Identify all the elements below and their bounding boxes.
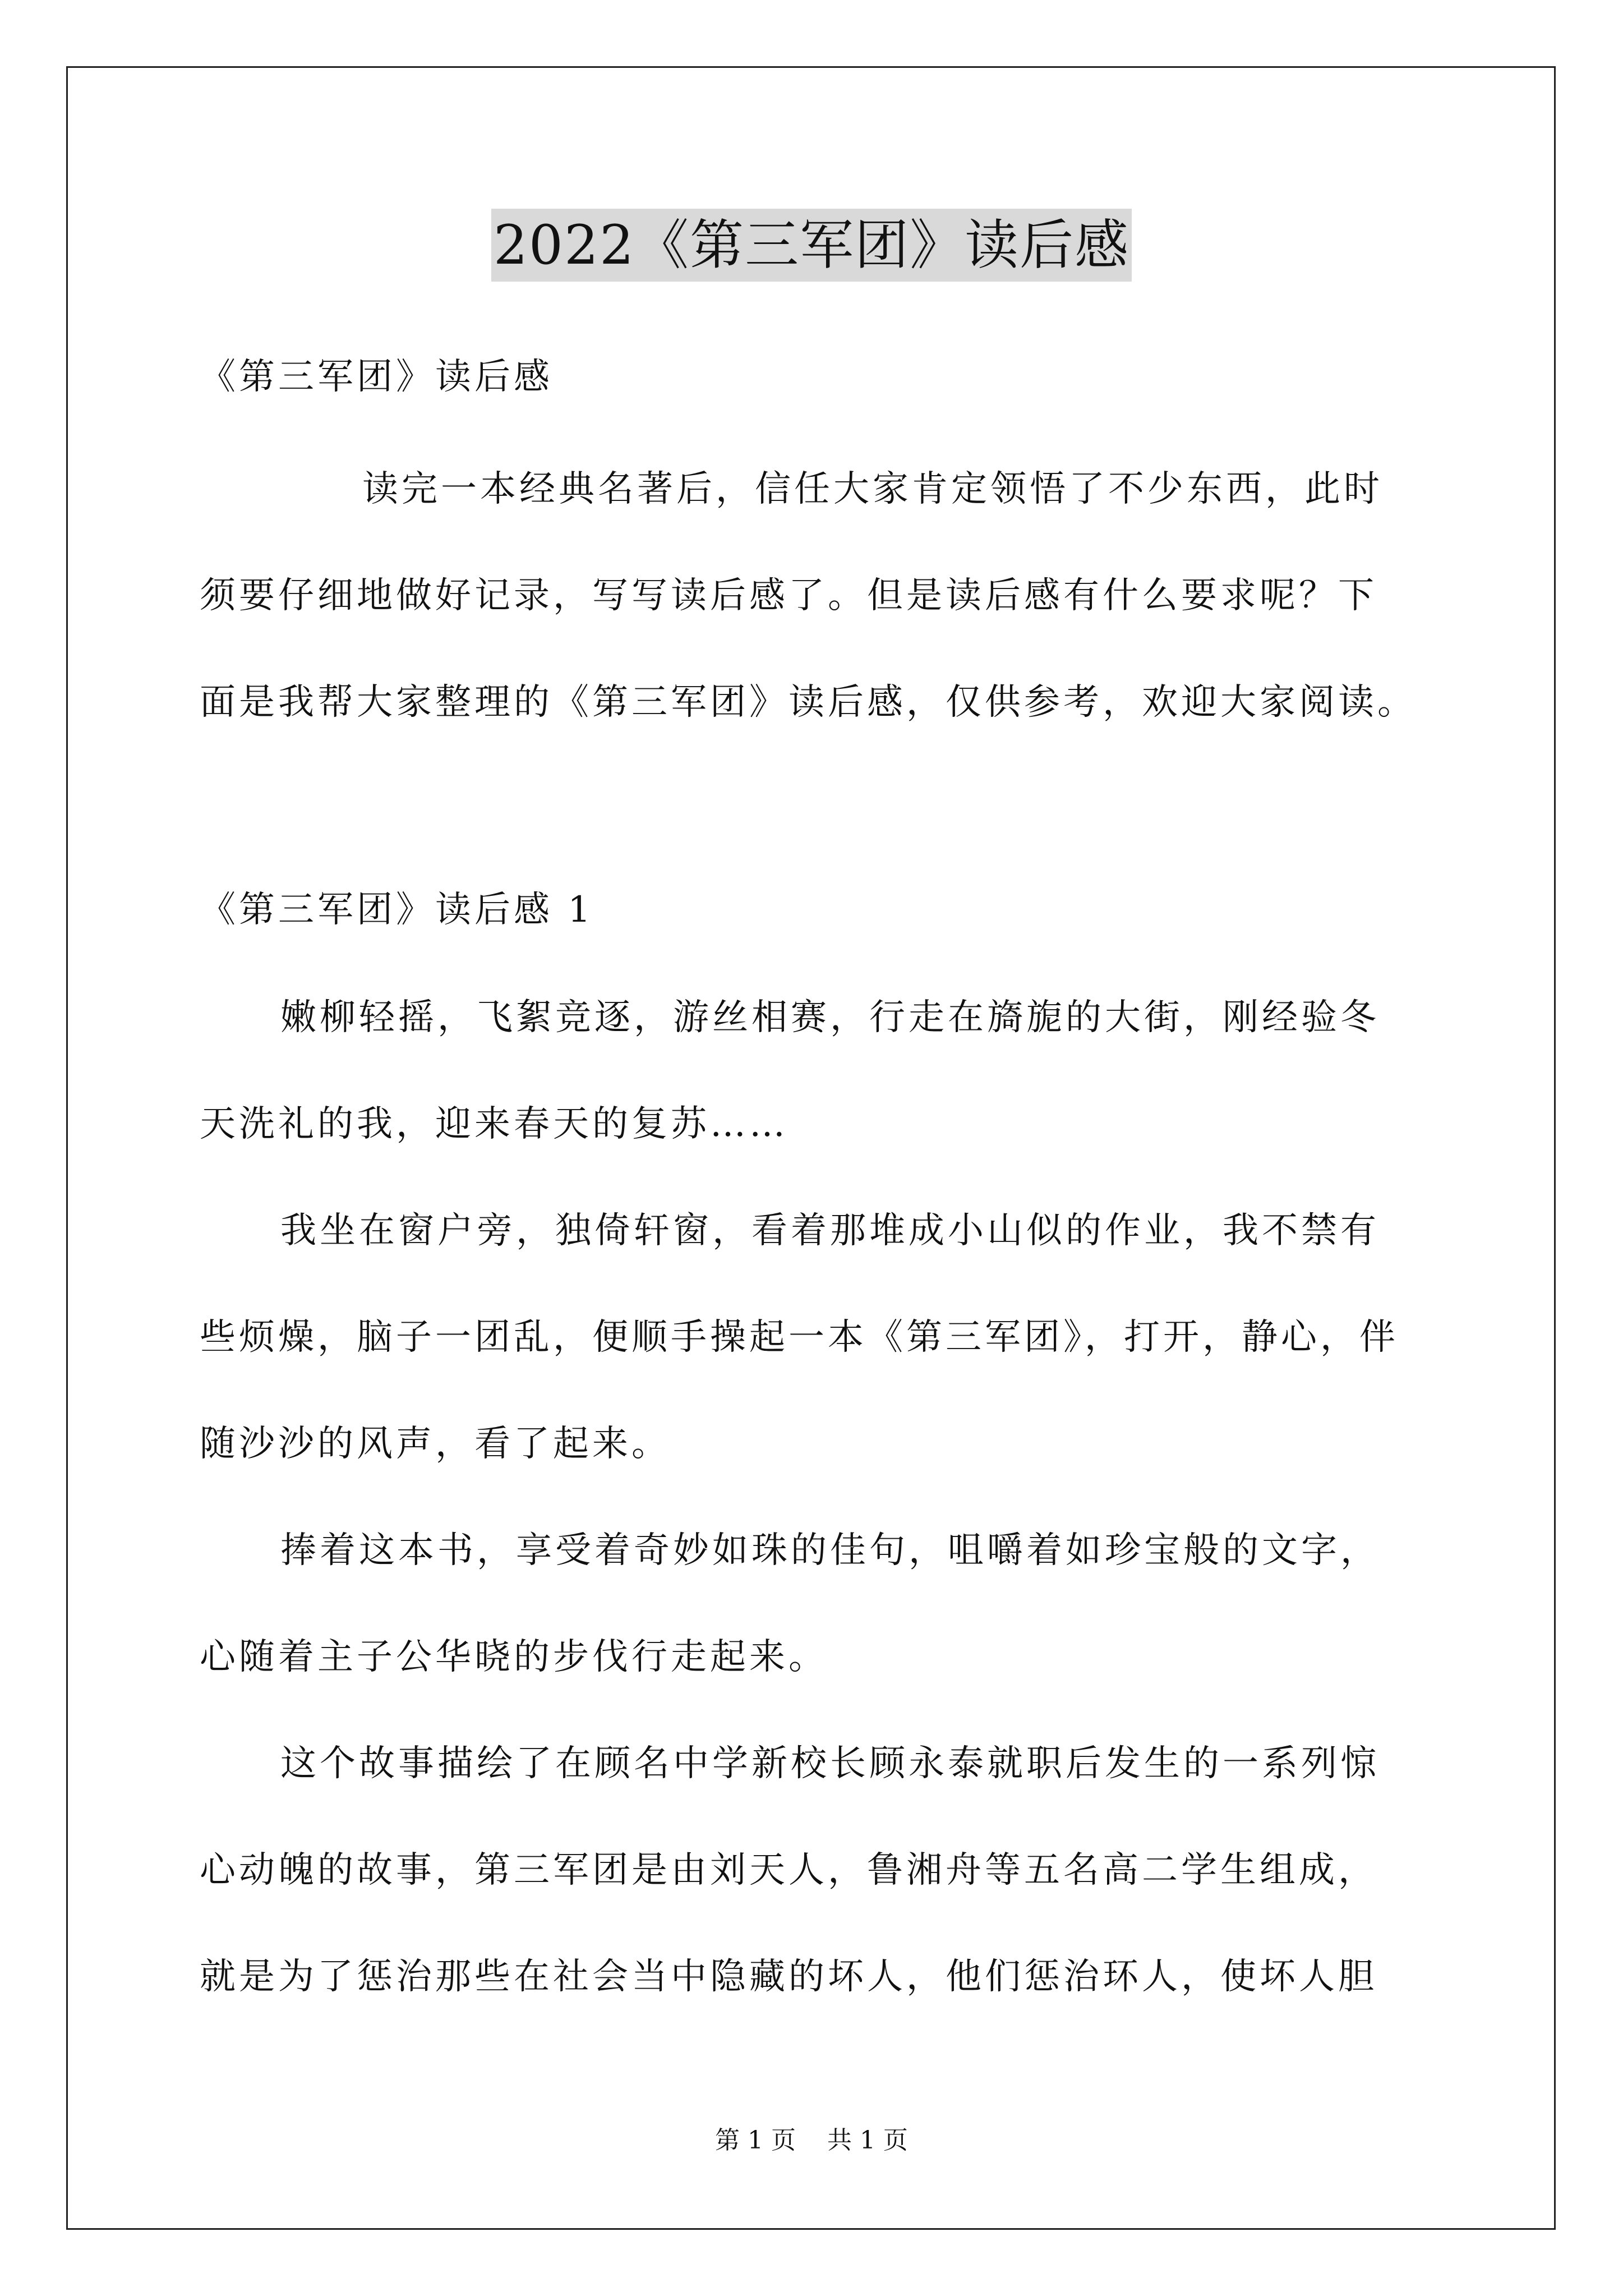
title-container — [0, 209, 1623, 282]
body-line-3: 我坐在窗户旁，独倚轩窗，看着那堆成小山似的作业，我不禁有 — [280, 1210, 1380, 1251]
essay-heading: 《第三军团》读后感 1 — [200, 889, 594, 931]
body-line-6: 捧着这本书，享受着奇妙如珠的佳句，咀嚼着如珍宝般的文字， — [280, 1530, 1380, 1571]
document-title: 2022《第三军团》读后感 — [491, 209, 1132, 282]
body-line-7: 心随着主子公华晓的步伐行走起来。 — [200, 1636, 828, 1678]
body-line-9: 心动魄的故事，第三军团是由刘天人，鲁湘舟等五名高二学生组成， — [200, 1849, 1377, 1891]
body-line-4: 些烦燥，脑子一团乱，便顺手操起一本《第三军团》，打开，静心，伴 — [200, 1317, 1399, 1358]
body-line-1: 嫩柳轻摇，飞絮竞逐，游丝相赛，行走在旖旎的大街，刚经验冬 — [280, 997, 1380, 1038]
body-line-10: 就是为了惩治那些在社会当中隐藏的坏人，他们惩治环人，使坏人胆 — [200, 1956, 1377, 1998]
intro-line-2: 须要仔细地做好记录，写写读后感了。但是读后感有什么要求呢？下 — [200, 575, 1377, 616]
body-line-8: 这个故事描绘了在顾名中学新校长顾永泰就职后发生的一系列惊 — [280, 1743, 1380, 1784]
intro-line-1: 读完一本经典名著后，信任大家肯定领悟了不少东西，此时 — [362, 468, 1383, 510]
section-heading: 《第三军团》读后感 — [200, 356, 553, 398]
page-footer: 第 1 页 共 1 页 — [715, 2126, 908, 2155]
body-line-5: 随沙沙的风声，看了起来。 — [200, 1423, 671, 1465]
body-line-2: 天洗礼的我，迎来春天的复苏…… — [200, 1103, 789, 1145]
intro-line-3: 面是我帮大家整理的《第三军团》读后感，仅供参考，欢迎大家阅读。 — [200, 682, 1417, 723]
